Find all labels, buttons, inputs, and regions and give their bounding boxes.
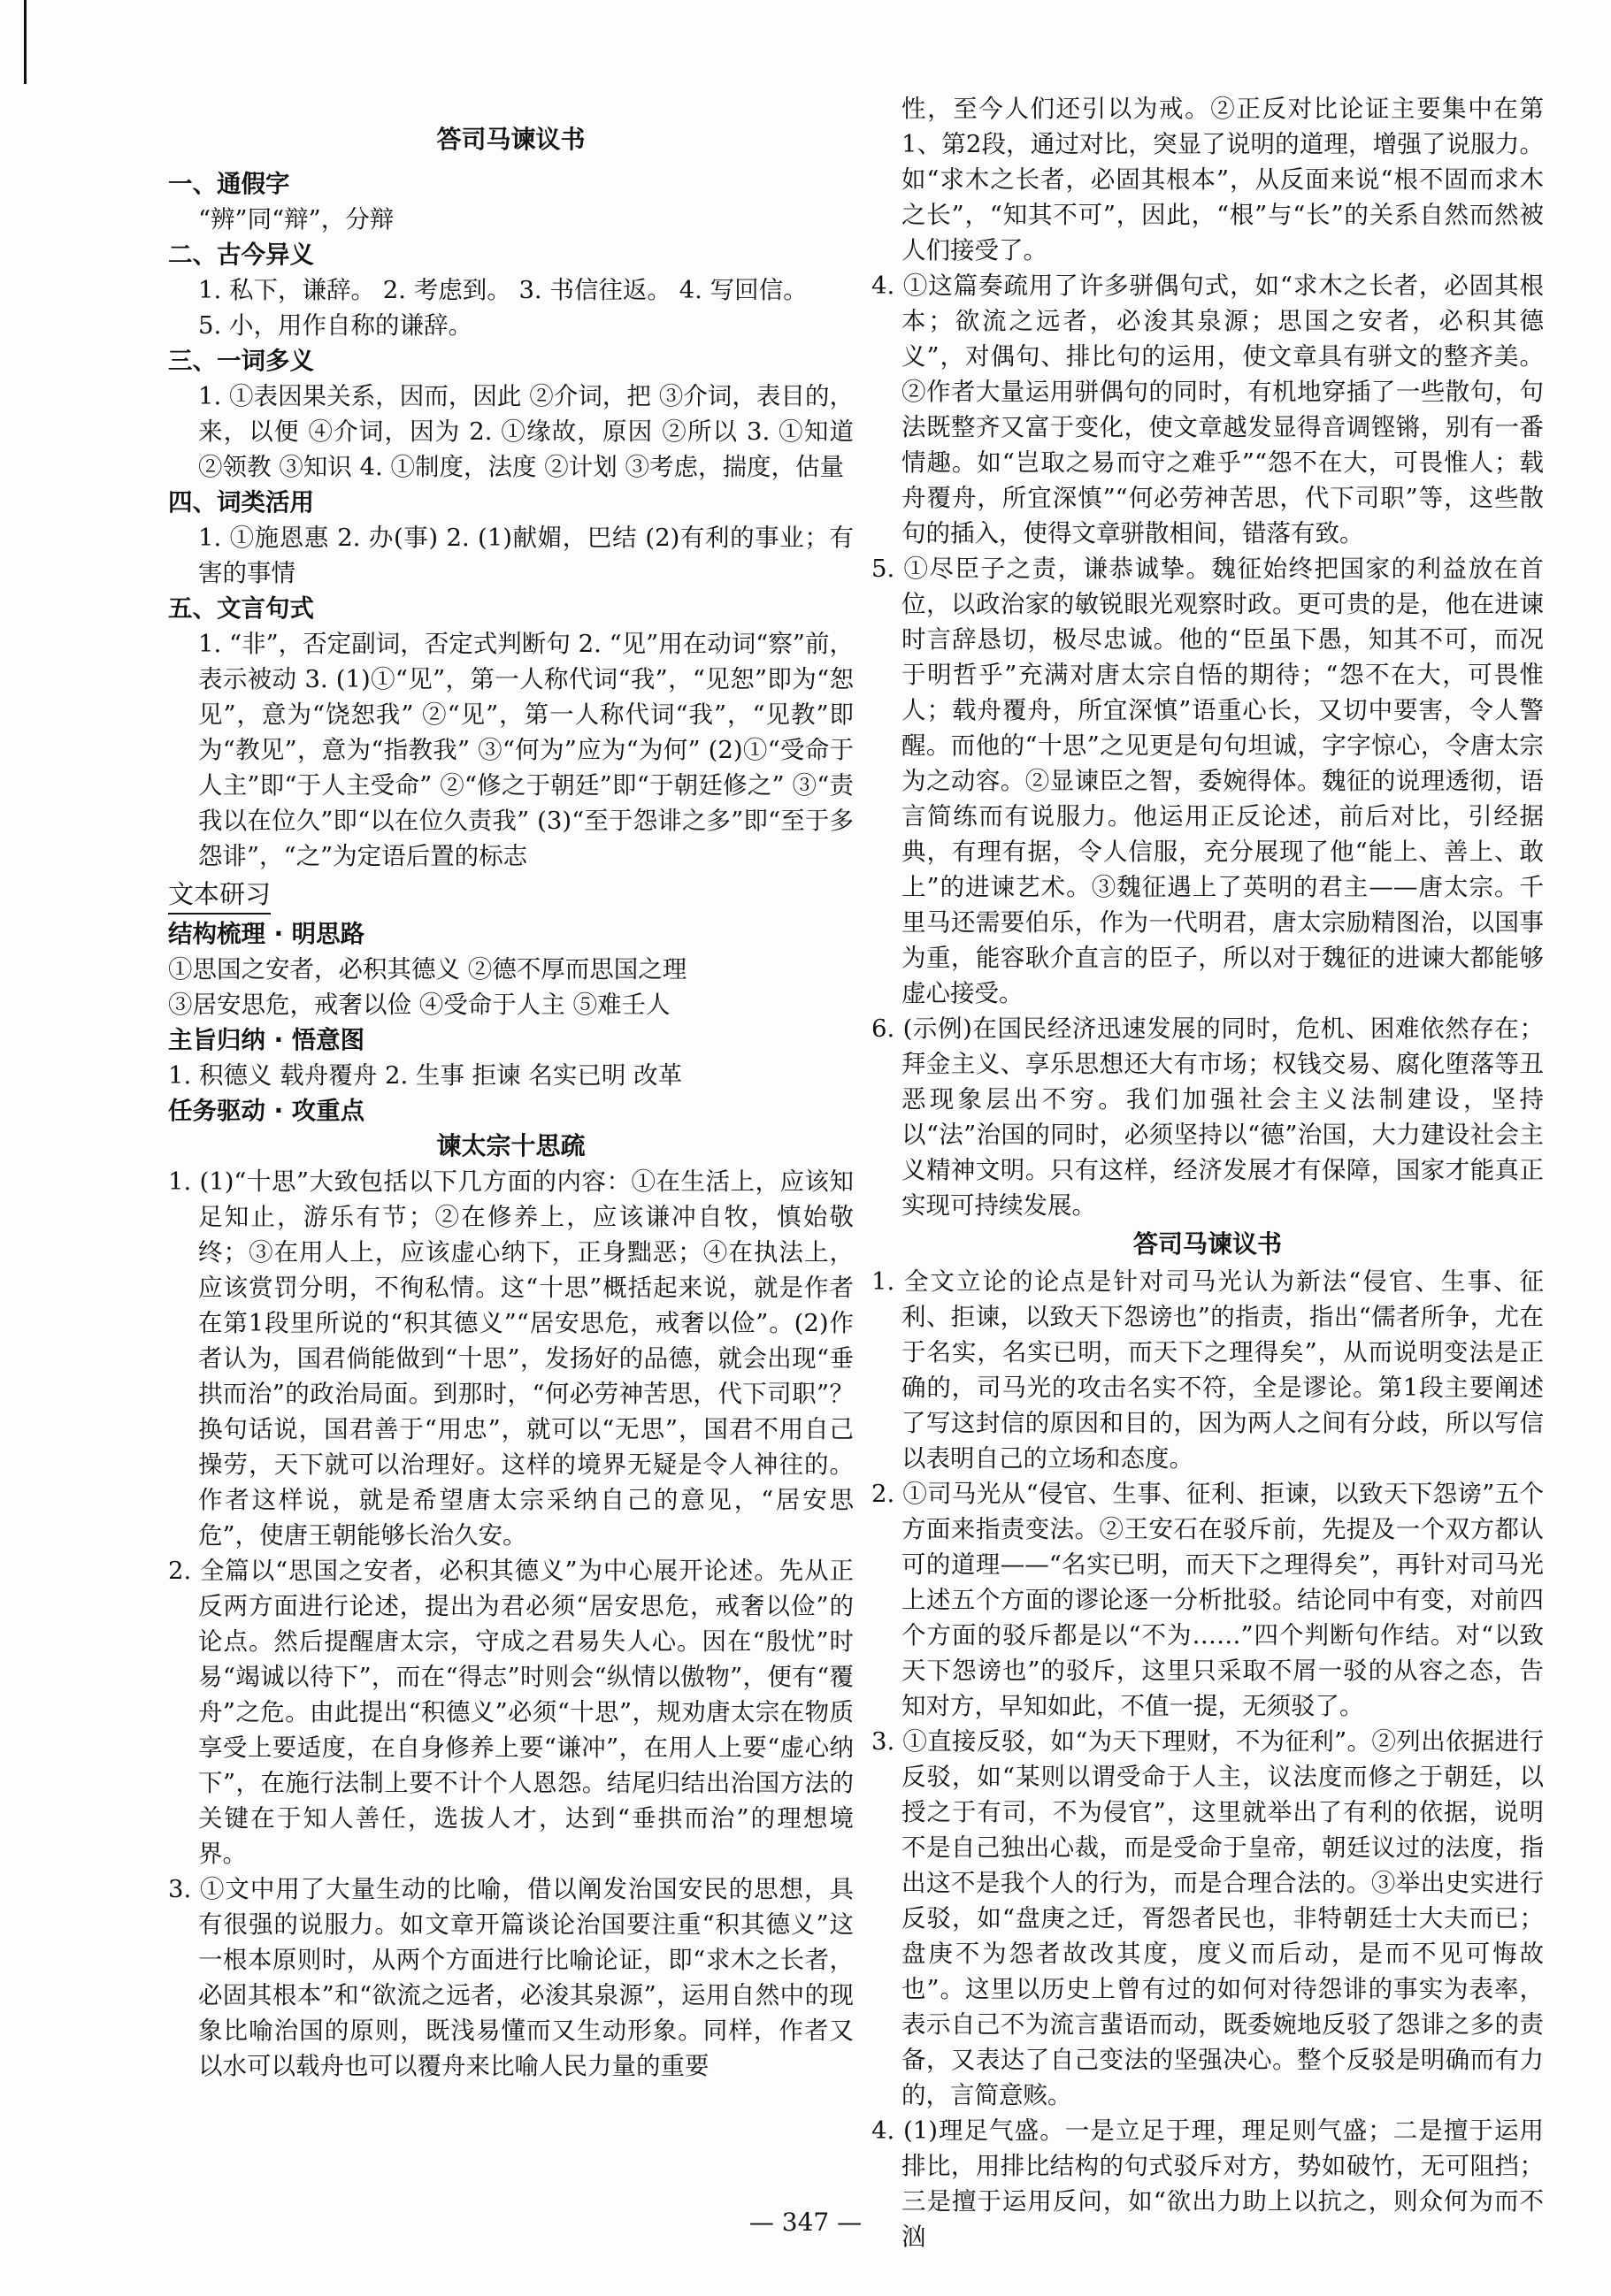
section-title-dasima: 答司马谏议书	[436, 125, 586, 154]
section-title-shisishu: 谏太宗十思疏	[436, 1131, 586, 1160]
left-column	[168, 104, 854, 2084]
answer-4: 4. ①这篇奏疏用了许多骈偶句式，如“求木之长者，必固其根本；欲流之远者，必浚其泉源；思国之安者，必积其德义”，对偶句、排比句的运用，使文章具有骈文的整齐美。②作者大量运用骈偶句的同时，有机地穿插了一些散句，句法既整齐又富于变化，使文章越发显得音调铿锵，别有一番情趣。如“岂取之易而守之难乎”“怨不在大，可畏惟人；载舟覆舟，所宜深慎”“何必劳神苦思，代下司职”等，这些散句的插入，使得文章骈散相间，错落有致。	[871, 272, 1544, 547]
heading-zhuzhiguina: 主旨归纳 · 悟意图	[168, 1026, 365, 1054]
text-zhuzhi: 1. 积德义 载舟覆舟 2. 生事 拒谏 名实已明 改革	[168, 1061, 683, 1090]
answer-2: 2. 全篇以“思国之安者，必积其德义”为中心展开论述。先从正反两方面进行论述，提出为君必须“居安思危，戒奢以俭”的论点。然后提醒唐太宗，守成之君易失人心。因在“殷忧”时易“竭诚以待下”，而在“得志”时则会“纵情以傲物”，便有“覆舟”之危。由此提出“积德义”必须“十思”，规劝唐太宗在物质享受上要适度，在自身修养上要“谦冲”，在用人上要“虚心纳下”，在施行法制上要不计个人恩怨。结尾归结出治国方法的关键在于知人善任，选拔人才，达到“垂拱而治”的理想境界。	[168, 1557, 854, 1868]
answer-3-cont: 性，至今人们还引以为戒。②正反对比论证主要集中在第1、第2段，通过对比，突显了说明的道理，增强了说服力。如“求木之长者，必固其根本”，从反面来说“根不固而求木之长”，“知其不可”，因此，“根”与“长”的关系自然而然被人们接受了。	[901, 95, 1544, 264]
heading-tongjiazi: 一、通假字	[168, 170, 290, 198]
answer-dasima-3: 3. ①直接反驳，如“为天下理财，不为征利”。②列出依据进行反驳，如“某则以谓受命于人主，议法度而修之于朝廷，以授之于有司，不为侵官”，这里就举出了有利的依据，说明不是自己独出心裁，而是受命于皇帝，朝廷议过的法度，指出这不是我个人的行为，而是合理合法的。③举出史实进行反驳，如“盘庚之迁，胥怨者民也，非特朝廷士大夫而已；盘庚不为怨者故改其度，度义而后动，是而不见可悔故也”。这里以历史上曾有过的如何对待怨诽的事实为表率，表示自己不为流言蜚语而动，既委婉地反驳了怨诽之多的责备，又表达了自己变法的坚强决心。整个反驳是明确而有力的，言简意赅。	[871, 1727, 1544, 2109]
answer-dasima-4: 4. (1)理足气盛。一是立足于理，理足则气盛；二是擅于运用排比，用排比结构的句式驳斥对方，势如破竹，无可阻挡；三是擅于运用反问，如“欲出力助上以抗之，则众何为而不汹	[871, 2116, 1544, 2251]
answer-3: 3. ①文中用了大量生动的比喻，借以阐发治国安民的思想，具有很强的说服力。如文章开篇谈论治国要注重“积其德义”这一根本原则时，从两个方面进行比喻论证，即“求木之长者，必固其根本”和“欲流之远者，必浚其泉源”，运用自然中的现象比喻治国的原则，既浅易懂而又生动形象。同样，作者又以水可以载舟也可以覆舟来比喻人民力量的重要	[168, 1875, 854, 2080]
answer-1: 1. (1)“十思”大致包括以下几方面的内容：①在生活上，应该知足知止，游乐有节；②在修养上，应该谦冲自牧，慎始敬终；③在用人上，应该虚心纳下，正身黜恶；④在执法上，应该赏罚分明，不徇私情。这“十思”概括起来说，就是作者在第1段里所说的“积其德义”“居安思危，戒奢以俭”。(2)作者认为，国君倘能做到“十思”，发扬好的品德，就会出现“垂拱而治”的政治局面。到那时，“何必劳神苦思，代下司职”？换句话说，国君善于“用忠”，就可以“无思”，国君不用自己操劳，天下就可以治理好。这样的境界无疑是令人神往的。作者这样说，就是希望唐太宗采纳自己的意见，“居安思危”，使唐王朝能够长治久安。	[168, 1167, 854, 1550]
answer-dasima-2: 2. ①司马光从“侵官、生事、征利、拒谏，以致天下怨谤”五个方面来指责变法。②王安石在驳斥前，先提及一个双方都认可的道理——“名实已明，而天下之理得矣”，再针对司马光上述五个方面的谬论逐一分析批驳。结论同中有变，对前四个方面的驳斥都是以“不为……”四个判断句作结。对“以致天下怨谤也”的驳斥，这里只采取不屑一驳的从容之态，告知对方，早知如此，不值一提，无须驳了。	[871, 1480, 1544, 1720]
text-jiegou-1: ①思国之安者，必积其德义 ②德不厚而思国之理	[168, 955, 687, 983]
section-title-dasima-2: 答司马谏议书	[1132, 1229, 1282, 1259]
text-yiciduoyi: 1. ①表因果关系，因而，因此 ②介词，把 ③介词，表目的，来，以便 ④介词，因为 2. ①缘故，原因 ②所以 3. ①知道 ②领教 ③知识 4. ①制度，法度 ②计划 ③考虑，揣度，估量	[198, 382, 854, 481]
answer-6: 6. (示例)在国民经济迅速发展的同时，危机、困难依然存在；拜金主义、享乐思想还大有市场；权钱交易、腐化堕落等丑恶现象层出不穷。我们加强社会主义法制建设，坚持以“法”治国的同时，必须坚持以“德”治国，大力建设社会主义精神文明。只有这样，经济发展才有保障，国家才能真正实现可持续发展。	[871, 1014, 1544, 1220]
text-gujinyiyi-2: 5. 小，用作自称的谦辞。	[198, 311, 472, 340]
heading-renwuqudong: 任务驱动 · 攻重点	[168, 1097, 365, 1125]
page-number: — 347 —	[748, 2208, 863, 2237]
answer-dasima-1: 1. 全文立论的论点是针对司马光认为新法“侵官、生事、征利、拒谏，以致天下怨谤也”的指责，指出“儒者所争，尤在于名实，名实已明，而天下之理得矣”，从而说明变法是正确的，司马光的攻击名实不符，全是谬论。第1段主要阐述了写这封信的原因和目的，因为两人之间有分歧，所以写信以表明自己的立场和态度。	[871, 1267, 1544, 1473]
answer-5: 5. ①尽臣子之责，谦恭诚挚。魏征始终把国家的利益放在首位，以政治家的敏锐眼光观察时政。更可贵的是，他在进谏时言辞恳切，极尽忠诚。他的“臣虽下愚，知其不可，而况于明哲乎”充满对唐太宗自悟的期待；“怨不在大，可畏惟人；载舟覆舟，所宜深慎”语重心长，又切中要害，令人警醒。而他的“十思”之见更是句句坦诚，字字惊心，令唐太宗为之动容。②显谏臣之智，委婉得体。魏征的说理透彻，语言简练而有说服力。他运用正反论述，前后对比，引经据典，有理有据，令人信服，充分展现了他“能上、善上、敢上”的进谏艺术。③魏征遇上了英明的君主——唐太宗。千里马还需要伯乐，作为一代明君，唐太宗励精图治，以国事为重，能容耿介直言的臣子，所以对于魏征的进谏大都能够虚心接受。	[871, 555, 1544, 1007]
text-cileihuoyong: 1. ①施恩惠 2. 办(事) 2. (1)献媚，巴结 (2)有利的事业；有害的事情	[198, 524, 854, 587]
band-wenbenyanxi: 文本研习	[168, 876, 271, 915]
heading-cileihuoyong: 四、词类活用	[168, 488, 314, 517]
heading-gujinyiyi: 二、古今异义	[168, 241, 314, 269]
heading-wenyanjushi: 五、文言句式	[168, 594, 314, 623]
text-jiegou-2: ③居安思危，戒奢以俭 ④受命于人主 ⑤难壬人	[168, 991, 671, 1019]
right-column	[871, 91, 1544, 2254]
text-tongjiazi: “辨”同“辩”，分辩	[198, 205, 395, 233]
text-wenyanjushi: 1. “非”，否定副词，否定式判断句 2. “见”用在动词“察”前，表示被动 3. (1)①“见”，第一人称代词“我”，“见恕”即为“恕见”，意为“饶恕我” ②“见”，第一人称代词“我”，“见教”即为“教见”，意为“指教我” ③“何为”应为“为何” (2)①“受命于人主”即“于人主受命” ②“修之于朝廷”即“于朝廷修之” ③“责我以在位久”即“以在位久责我” (3)“至于怨诽之多”即“至于多怨诽”，“之”为定语后置的标志	[198, 630, 854, 870]
heading-jiegoushuli: 结构梳理 · 明思路	[168, 920, 365, 948]
margin-rule	[24, 0, 27, 84]
heading-yiciduoyi: 三、一词多义	[168, 347, 314, 375]
text-gujinyiyi-1: 1. 私下，谦辞。 2. 考虑到。 3. 书信往返。 4. 写回信。	[198, 276, 808, 304]
